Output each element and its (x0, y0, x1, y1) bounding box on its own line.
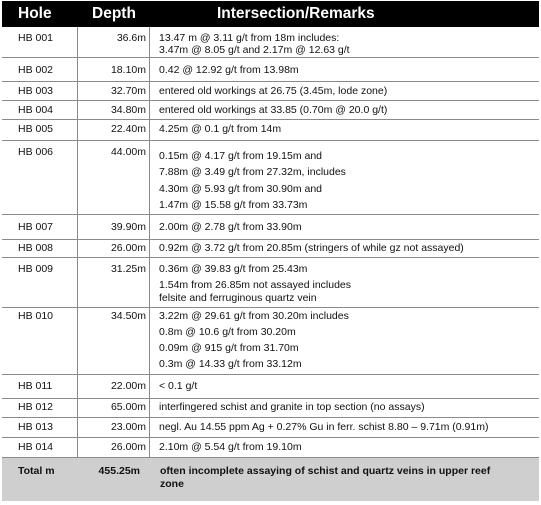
remarks-cell (150, 119, 539, 140)
hole-cell (2, 140, 78, 214)
hole-id: HB 014 (18, 441, 54, 453)
remark-line: 2.10m @ 5.54 g/t from 19.10m (159, 441, 302, 453)
total-row (2, 458, 539, 501)
total-label (2, 458, 78, 501)
total-label-text: Total m (18, 465, 55, 477)
remark-line: negl. Au 14.55 ppm Ag + 0.27% Gu in ferr. schist 8.80 – 9.71m (0.91m) (159, 421, 489, 433)
depth-cell (78, 437, 150, 457)
depth-value: 26.00m (110, 242, 146, 254)
depth-value: 22.00m (110, 380, 146, 392)
depth-cell (78, 119, 150, 140)
hole-cell (2, 437, 78, 457)
depth-cell (78, 27, 150, 57)
remark-line: often incomplete assaying of schist and quartz veins in upper reef (160, 465, 491, 477)
depth-cell (78, 374, 150, 398)
depth-cell (78, 57, 150, 81)
depth-value: 39.90m (110, 221, 146, 233)
remark-line: 3.22m @ 29.61 g/t from 30.20m includes (159, 310, 349, 322)
depth-cell (78, 239, 150, 257)
hole-cell (2, 307, 78, 374)
depth-value: 32.70m (110, 85, 146, 97)
depth-value: 34.80m (110, 104, 146, 116)
remark-line: 1.47m @ 15.58 g/t from 33.73m (159, 199, 308, 211)
hole-id: HB 003 (18, 85, 54, 97)
table-row (2, 239, 539, 258)
remark-line: 13.47 m @ 3.11 g/t from 18m includes: (159, 32, 340, 44)
hole-cell (2, 100, 78, 119)
depth-value: 44.00m (110, 146, 146, 158)
depth-value: 65.00m (110, 401, 146, 413)
hole-id: HB 002 (18, 64, 54, 76)
header-depth: Depth (92, 5, 136, 22)
table-row (2, 398, 539, 418)
total-depth (78, 458, 150, 501)
depth-cell (78, 81, 150, 100)
remarks-cell (150, 257, 539, 307)
table-row (2, 27, 539, 58)
remark-line: 0.42 @ 12.92 g/t from 13.98m (159, 64, 299, 76)
table-row (2, 119, 539, 141)
remarks-cell (150, 57, 539, 81)
depth-cell (78, 140, 150, 214)
hole-cell (2, 398, 78, 417)
hole-cell (2, 214, 78, 239)
table-row (2, 374, 539, 399)
total-depth-value: 455.25m (98, 465, 140, 477)
remarks-cell (150, 239, 539, 257)
remark-line: interfingered schist and granite in top section (no assays) (159, 401, 425, 413)
hole-id: HB 001 (18, 32, 54, 44)
table-row (2, 257, 539, 308)
remarks-cell (150, 417, 539, 437)
hole-id: HB 009 (18, 263, 54, 275)
table-row (2, 140, 539, 215)
hole-id: HB 010 (18, 310, 54, 322)
remarks-cell (150, 374, 539, 398)
remark-line: 4.30m @ 5.93 g/t from 30.90m and (159, 183, 322, 195)
depth-value: 23.00m (110, 421, 146, 433)
remark-line: 3.47m @ 8.05 g/t and 2.17m @ 12.63 g/t (159, 44, 350, 56)
remarks-cell (150, 140, 539, 214)
hole-cell (2, 257, 78, 307)
depth-cell (78, 398, 150, 417)
hole-id: HB 012 (18, 401, 54, 413)
table-row (2, 100, 539, 120)
remark-line: 0.3m @ 14.33 g/t from 33.12m (159, 358, 302, 370)
remarks-cell (150, 100, 539, 119)
depth-cell (78, 417, 150, 437)
table-row (2, 57, 539, 82)
table-header (2, 1, 539, 27)
table-row (2, 81, 539, 101)
remarks-cell (150, 307, 539, 374)
header-remarks: Intersection/Remarks (217, 5, 375, 22)
remarks-cell (150, 27, 539, 57)
hole-id: HB 005 (18, 123, 54, 135)
remark-line: < 0.1 g/t (159, 380, 198, 392)
table-row (2, 417, 539, 438)
hole-id: HB 008 (18, 242, 54, 254)
hole-cell (2, 81, 78, 100)
depth-value: 26.00m (110, 441, 146, 453)
remarks-cell (150, 214, 539, 239)
remark-line: 4.25m @ 0.1 g/t from 14m (159, 123, 282, 135)
hole-cell (2, 417, 78, 437)
depth-cell (78, 307, 150, 374)
hole-id: HB 004 (18, 104, 54, 116)
depth-value: 18.10m (110, 64, 146, 76)
remark-line: 2.00m @ 2.78 g/t from 33.90m (159, 221, 302, 233)
remark-line: 0.15m @ 4.17 g/t from 19.15m and (159, 150, 322, 162)
depth-cell (78, 257, 150, 307)
remark-line: 0.09m @ 915 g/t from 31.70m (159, 342, 299, 354)
remarks-cell (150, 437, 539, 457)
remark-line: 0.8m @ 10.6 g/t from 30.20m (159, 326, 296, 338)
depth-value: 34.50m (110, 310, 146, 322)
hole-cell (2, 119, 78, 140)
remark-line: 1.54m from 26.85m not assayed includes (159, 279, 352, 291)
total-separator (2, 457, 539, 458)
hole-cell (2, 374, 78, 398)
depth-value: 36.6m (116, 32, 146, 44)
hole-id: HB 006 (18, 146, 54, 158)
remark-line: felsite and ferruginous quartz vein (159, 292, 317, 304)
hole-id: HB 011 (18, 380, 53, 392)
table-row (2, 437, 539, 458)
hole-id: HB 013 (18, 421, 54, 433)
depth-value: 31.25m (110, 263, 146, 275)
remark-line: 7.88m @ 3.49 g/t from 27.32m, includes (159, 166, 346, 178)
hole-cell (2, 57, 78, 81)
depth-cell (78, 214, 150, 239)
depth-value: 22.40m (110, 123, 146, 135)
remark-line: entered old workings at 33.85 (0.70m @ 20.0 g/t) (159, 104, 388, 116)
hole-cell (2, 27, 78, 57)
depth-cell (78, 100, 150, 119)
total-remarks (150, 458, 539, 501)
table-row (2, 214, 539, 240)
hole-cell (2, 239, 78, 257)
hole-id: HB 007 (18, 221, 54, 233)
remark-line: 0.92m @ 3.72 g/t from 20.85m (stringers of while gz not assayed) (159, 242, 464, 254)
header-hole: Hole (18, 5, 52, 22)
table-row (2, 307, 539, 375)
remarks-cell (150, 81, 539, 100)
remarks-cell (150, 398, 539, 417)
remark-line: 0.36m @ 39.83 g/t from 25.43m (159, 263, 308, 275)
remark-line: zone (160, 478, 184, 490)
remark-line: entered old workings at 26.75 (3.45m, lode zone) (159, 85, 388, 97)
